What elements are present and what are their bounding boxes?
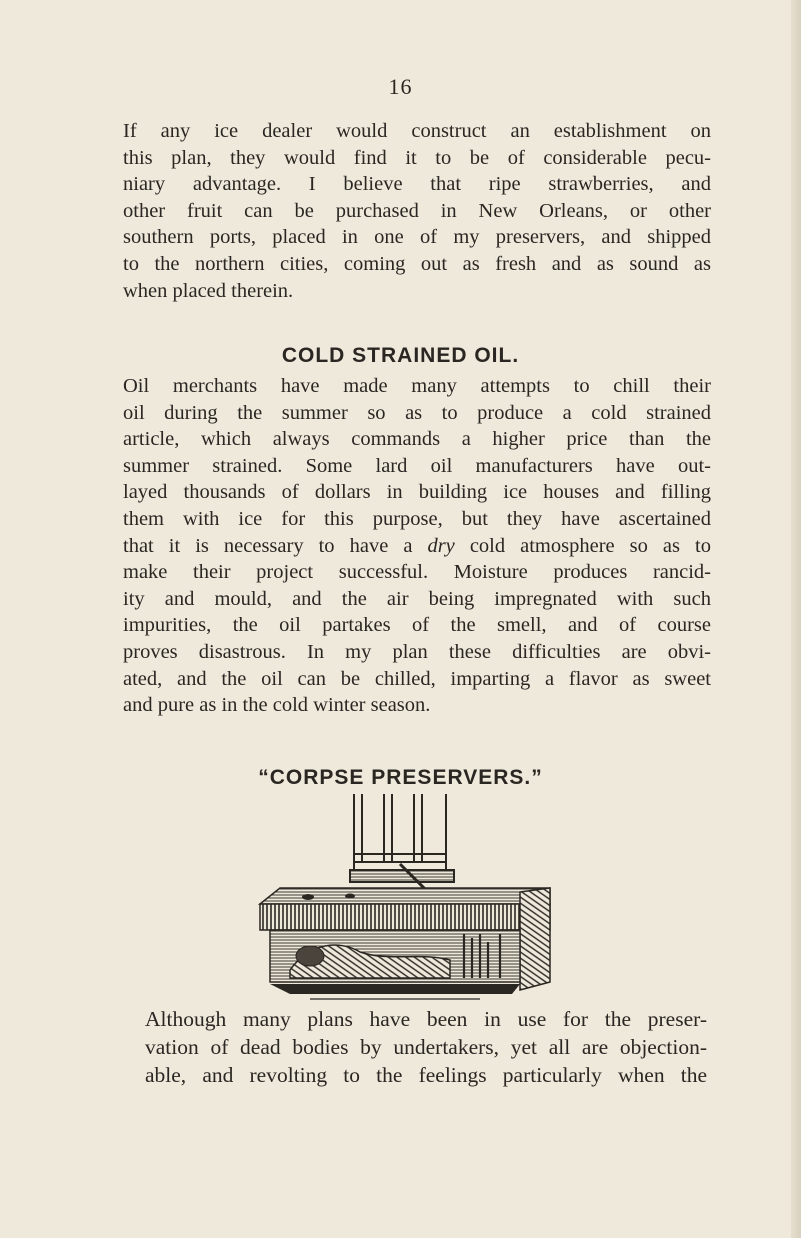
text-line: them with ice for this purpose, but they have ascertained	[123, 507, 711, 530]
text-line: oil during the summer so as to produce a cold strained	[123, 401, 711, 424]
text-line: this plan, they would find it to be of considerable pecu-	[123, 146, 711, 169]
text-line: southern ports, placed in one of my preservers, and shipped	[123, 226, 711, 249]
paragraph-although	[145, 1005, 707, 1089]
heading-corpse-preservers: “CORPSE PRESERVERS.”	[258, 766, 543, 789]
text-line: ity and mould, and the air being impregnated with such	[123, 587, 711, 610]
ice-compartment	[350, 794, 454, 882]
text-line: to the northern cities, coming out as fresh and as sound as	[123, 252, 711, 275]
text-line: article, which always commands a higher price than the	[123, 428, 711, 451]
paragraph-oil-merchants	[123, 373, 711, 719]
text-segment: that it is necessary to have a	[123, 534, 428, 557]
text-line: vation of dead bodies by undertakers, yet all are objection-	[145, 1035, 707, 1059]
text-line: summer strained. Some lard oil manufacturers have out-	[123, 454, 711, 477]
text-line: Although many plans have been in use for the preser-	[145, 1007, 707, 1031]
text-line: proves disastrous. In my plan these difficulties are obvi-	[123, 640, 711, 663]
text-segment: cold atmosphere so as to	[454, 534, 711, 557]
text-line-with-italic	[123, 533, 711, 560]
text-line: and pure as in the cold winter season.	[123, 694, 431, 717]
text-line: when placed therein.	[123, 279, 294, 302]
page-number: 16	[388, 74, 413, 99]
heading-cold-strained-oil: COLD STRAINED OIL.	[281, 344, 520, 367]
corpse-preserver-engraving	[250, 792, 562, 1002]
text-line: ated, and the oil can be chilled, imparting a flavor as sweet	[123, 667, 711, 690]
text-line: able, and revolting to the feelings particularly when the	[145, 1063, 707, 1087]
text-line: make their project successful. Moisture produces rancid-	[123, 561, 711, 584]
text-line: impurities, the oil partakes of the smell, and of course	[123, 614, 711, 637]
text-line: other fruit can be purchased in New Orleans, or other	[123, 199, 711, 222]
text-line: Oil merchants have made many attempts to chill their	[123, 375, 711, 397]
text-line: If any ice dealer would construct an establishment on	[123, 120, 711, 142]
text-line: niary advantage. I believe that ripe strawberries, and	[123, 173, 711, 196]
text-line: layed thousands of dollars in building ice houses and filling	[123, 481, 711, 504]
page-edge	[791, 0, 801, 1238]
italic-word: dry	[427, 534, 455, 557]
paragraph-ice-dealer	[123, 118, 711, 304]
